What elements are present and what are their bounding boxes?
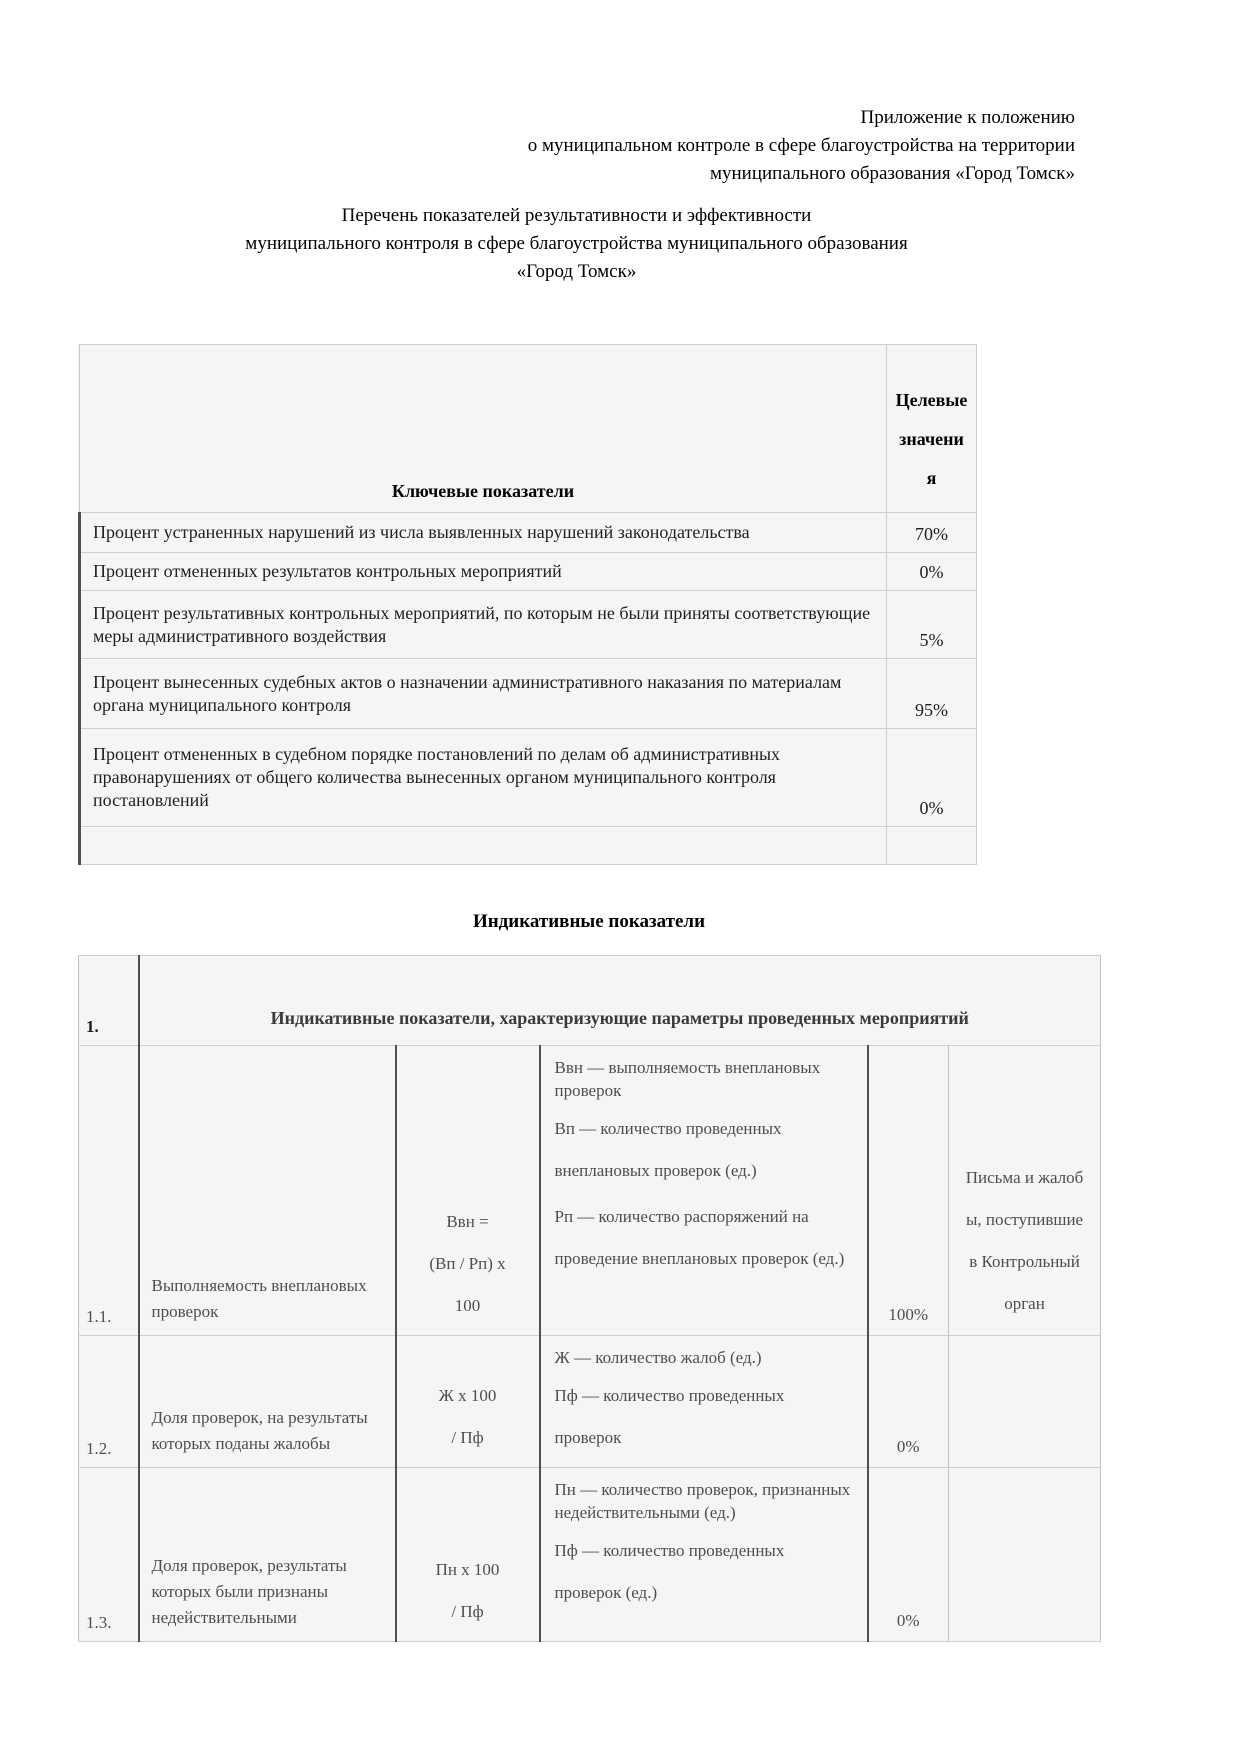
empty-value-cell <box>887 827 977 865</box>
table-row <box>79 1468 1101 1642</box>
table-row <box>80 553 977 591</box>
table-row <box>79 1046 1101 1336</box>
table-row <box>80 729 977 827</box>
key-indicator-value: 95% <box>887 659 977 729</box>
legend-item: Пф — количество проведенных проверок <box>554 1386 785 1447</box>
key-indicator-value: 5% <box>887 591 977 659</box>
row-number: 1.3. <box>79 1468 139 1642</box>
indicator-name: Выполняемость внеплановых проверок <box>139 1046 396 1336</box>
legend-item: Ввн — выполняемость внеплановых проверок <box>554 1058 821 1100</box>
formula-line: Ввн = <box>446 1212 489 1231</box>
formula-line: 100 <box>454 1296 481 1315</box>
target-value: 0% <box>868 1468 949 1642</box>
key-indicator-label: Процент отмененных результатов контрольных мероприятий <box>80 553 887 591</box>
key-indicator-label: Процент вынесенных судебных актов о назначении административного наказания по материалам органа муниципального контроля <box>80 659 887 729</box>
formula-line: (Вп / Рп) х <box>429 1254 506 1273</box>
appendix-note <box>78 104 1075 188</box>
group-number: 1. <box>79 956 139 1046</box>
formula-legend <box>540 1046 868 1336</box>
key-table-header-label: Ключевые показатели <box>80 345 887 513</box>
table-row <box>80 591 977 659</box>
key-table-header-target-values: Целевые значения <box>887 345 977 513</box>
empty-label-cell <box>80 827 887 865</box>
legend-item: Пн — количество проверок, признанных недействительными (ед.) <box>554 1480 851 1522</box>
legend-item: Вп — количество проведенных внеплановых проверок (ед.) <box>554 1119 782 1180</box>
appendix-line-2: о муниципальном контроле в сфере благоустройства на территории <box>527 135 1075 156</box>
data-source <box>949 1468 1101 1642</box>
target-value: 100% <box>868 1046 949 1336</box>
row-number: 1.2. <box>79 1336 139 1468</box>
key-indicator-label: Процент результативных контрольных мероприятий, по которым не были приняты соответствующие меры административного воздействия <box>80 591 887 659</box>
legend-item: Ж — количество жалоб (ед.) <box>554 1348 762 1367</box>
indicative-group-row <box>79 956 1101 1046</box>
page-title-line-3: «Город Томск» <box>516 261 637 282</box>
target-value: 0% <box>868 1336 949 1468</box>
indicator-formula <box>396 1046 540 1336</box>
appendix-line-1: Приложение к положению <box>860 107 1075 128</box>
key-table-header-row <box>80 345 977 513</box>
indicator-formula <box>396 1336 540 1468</box>
row-number: 1.1. <box>79 1046 139 1336</box>
key-indicator-label: Процент отмененных в судебном порядке постановлений по делам об административных правонарушениях от общего количества вынесенных органом муниципального контроля постановлений <box>80 729 887 827</box>
data-source <box>949 1336 1101 1468</box>
appendix-line-3: муниципального образования «Город Томск» <box>709 163 1075 184</box>
indicative-indicators-table <box>78 955 1101 1642</box>
group-title: Индикативные показатели, характеризующие параметры проведенных мероприятий <box>139 956 1101 1046</box>
formula-legend <box>540 1336 868 1468</box>
data-source: Письма и жалобы, поступившие в Контрольный орган <box>949 1046 1101 1336</box>
key-indicator-label: Процент устраненных нарушений из числа выявленных нарушений законодательства <box>80 513 887 553</box>
key-indicator-value: 70% <box>887 513 977 553</box>
indicator-formula <box>396 1468 540 1642</box>
page-title-line-2: муниципального контроля в сфере благоустройства муниципального образования <box>245 233 908 254</box>
table-row <box>80 659 977 729</box>
page-title <box>78 202 1075 286</box>
indicator-name: Доля проверок, на результаты которых поданы жалобы <box>139 1336 396 1468</box>
indicative-section-heading: Индикативные показатели <box>472 911 706 932</box>
formula-line: / Пф <box>451 1428 484 1447</box>
formula-legend <box>540 1468 868 1642</box>
key-indicator-value: 0% <box>887 553 977 591</box>
key-indicators-table <box>78 344 977 865</box>
formula-line: / Пф <box>451 1602 484 1621</box>
legend-item: Пф — количество проведенных проверок (ед.) <box>554 1541 785 1602</box>
indicator-name: Доля проверок, результаты которых были признаны недействительными <box>139 1468 396 1642</box>
table-row-empty <box>80 827 977 865</box>
table-row <box>79 1336 1101 1468</box>
legend-item: Рп — количество распоряжений на проведение внеплановых проверок (ед.) <box>554 1207 845 1268</box>
page-title-line-1: Перечень показателей результативности и эффективности <box>341 205 812 226</box>
table-row <box>80 513 977 553</box>
formula-line: Пн х 100 <box>435 1560 500 1579</box>
key-indicator-value: 0% <box>887 729 977 827</box>
formula-line: Ж х 100 <box>438 1386 497 1405</box>
